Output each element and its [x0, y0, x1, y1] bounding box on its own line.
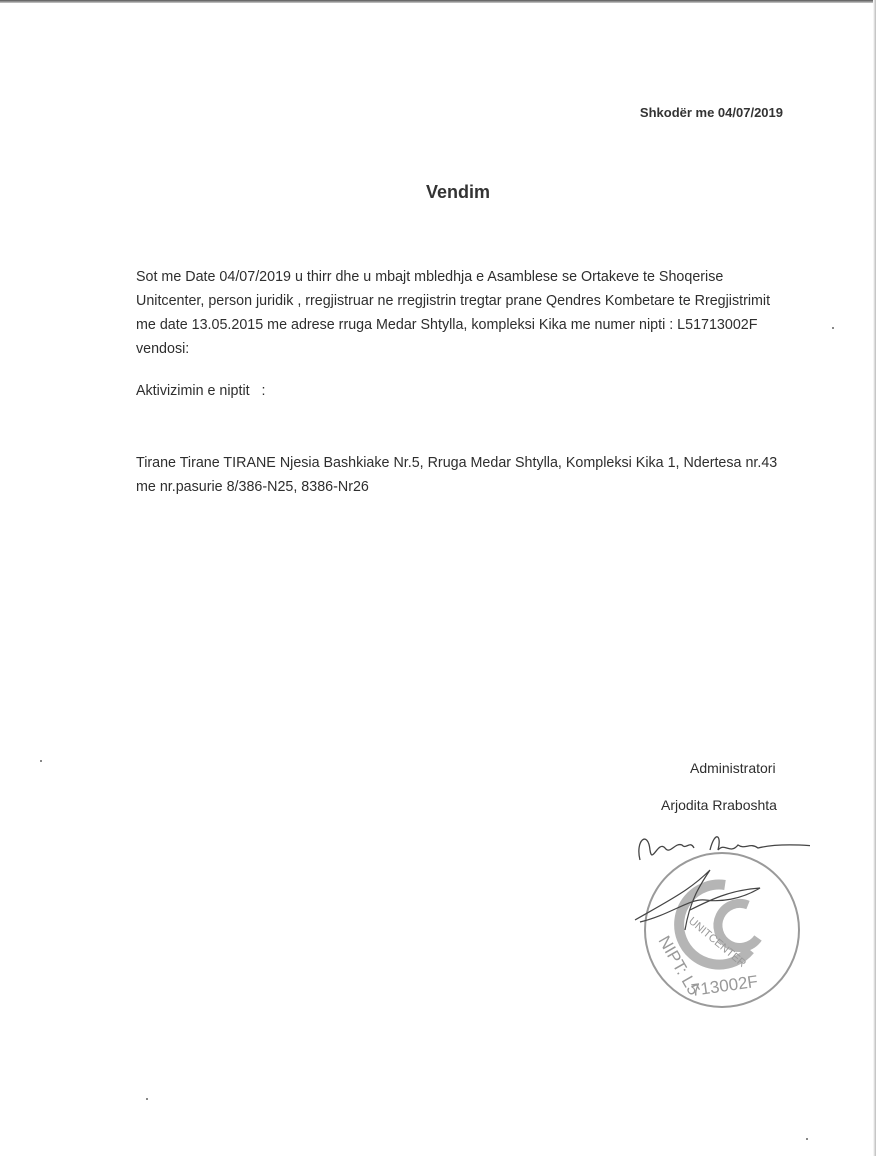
svg-text:NIPT: L5: NIPT: L5: [654, 932, 704, 999]
svg-text:713002F: 713002F: [689, 971, 760, 1000]
scan-speck: [40, 760, 42, 762]
decision-paragraph: Sot me Date 04/07/2019 u thirr dhe u mbajt mbledhja e Asamblese se Ortakeve te Shoqerise Unitcenter, person juridik , rregjistruar ne rregjistrin tregtar prane Qendres Kombetare te Rregjistrimit me date 13.05.2015 me adrese rruga Medar Shtylla, kompleksi Kika me numer nipti : L51713002F vendosi:: [136, 269, 771, 357]
scan-speck: [806, 1138, 808, 1140]
signatory-role: Administratori: [690, 760, 776, 776]
svg-text:UNITCENTER: UNITCENTER: [686, 915, 749, 970]
scan-top-edge: [0, 0, 876, 3]
address-paragraph: Tirane Tirane TIRANE Njesia Bashkiake Nr.5, Rruga Medar Shtylla, Kompleksi Kika 1, Ndertesa nr.43 me nr.pasurie 8/386-N25, 8386-Nr26: [136, 455, 778, 495]
place-date: Shkodër me 04/07/2019: [639, 105, 783, 120]
scan-speck: [146, 1098, 148, 1100]
activation-label: Aktivizimin e niptit :: [136, 383, 266, 399]
scan-speck: [832, 327, 834, 329]
signatory-name: Arjodita Rraboshta: [661, 797, 777, 813]
document-title: Vendim: [425, 182, 491, 202]
company-stamp-with-signature: [630, 830, 810, 1010]
